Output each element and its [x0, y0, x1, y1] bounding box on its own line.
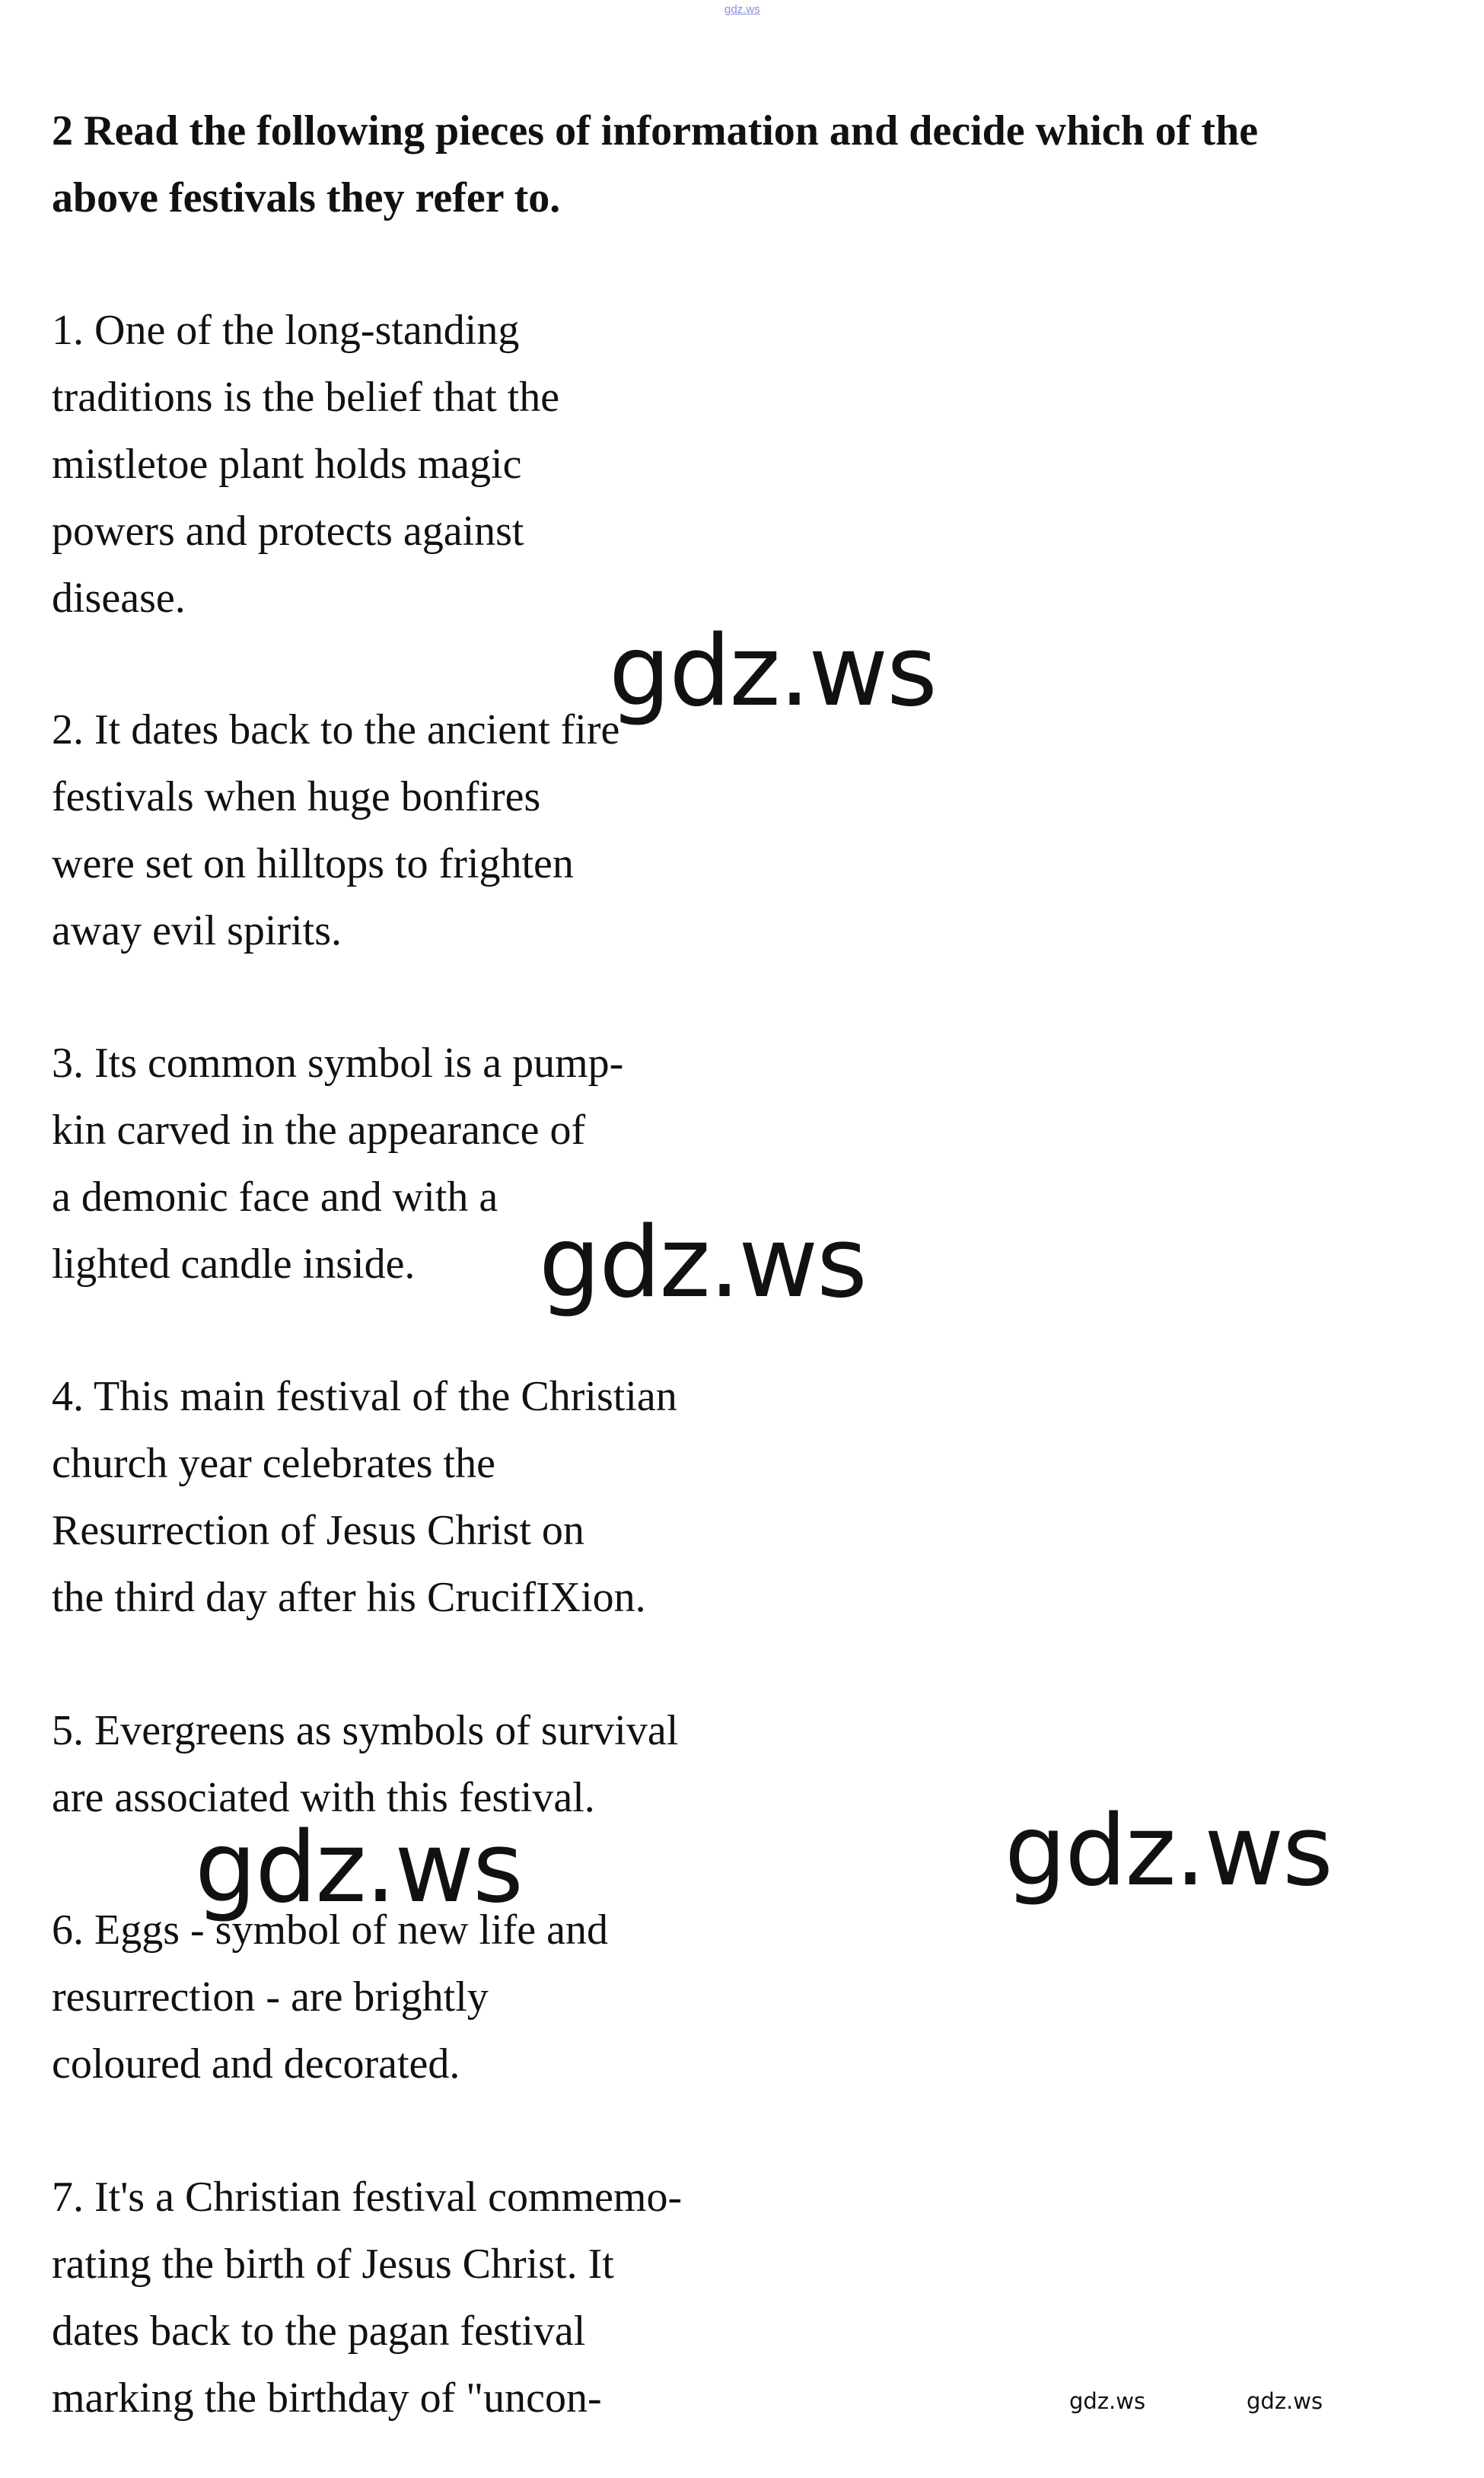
item-line: kin carved in the appearance of [52, 1107, 586, 1154]
list-item-6 [52, 1897, 813, 2097]
item-line: coloured and decorated. [52, 2040, 460, 2088]
list-item-4 [52, 1363, 813, 1631]
item-line: rating the birth of Jesus Christ. It [52, 2241, 614, 2288]
heading-line-2: above festivals they refer to. [52, 174, 561, 221]
list-item-7 [52, 2164, 813, 2432]
heading-line-1: 2 Read the following pieces of information and decide which of the [52, 107, 1259, 154]
item-line: marking the birthday of "uncon- [52, 2374, 602, 2422]
list-item-1 [52, 297, 813, 632]
item-line: festivals when huge bonfires [52, 773, 541, 820]
item-line: are associated with this festival. [52, 1774, 595, 1821]
watermark-text: gdz.ws [195, 1811, 522, 1925]
item-line: disease. [52, 575, 186, 622]
list-item-2 [52, 696, 813, 964]
item-line: 5. Evergreens as symbols of survival [52, 1707, 679, 1754]
watermark-text-small: gdz.ws [1069, 2388, 1146, 2414]
item-line: church year celebrates the [52, 1440, 495, 1487]
item-line: 6. Eggs - symbol of new life and [52, 1906, 608, 1954]
watermark-text: gdz.ws [539, 1206, 866, 1320]
header-watermark-link: gdz.ws [724, 3, 760, 16]
item-line: Resurrection of Jesus Christ on [52, 1507, 584, 1554]
item-line: were set on hilltops to frighten [52, 840, 574, 887]
item-line: traditions is the belief that the [52, 374, 560, 421]
item-line: 2. It dates back to the ancient fire [52, 706, 620, 753]
item-line: powers and protects against [52, 508, 524, 555]
watermark-text: gdz.ws [1005, 1795, 1332, 1908]
item-line: dates back to the pagan festival [52, 2308, 586, 2355]
item-line: mistletoe plant holds magic [52, 441, 522, 488]
item-line: 3. Its common symbol is a pump- [52, 1040, 624, 1087]
item-line: a demonic face and with a [52, 1174, 498, 1221]
item-line: 7. It's a Christian festival commemo- [52, 2174, 683, 2221]
item-line: away evil spirits. [52, 907, 342, 954]
item-line: 1. One of the long-standing [52, 307, 520, 354]
exercise-heading [52, 97, 1391, 231]
item-line: resurrection - are brightly [52, 1973, 489, 2021]
item-line: 4. This main festival of the Christian [52, 1373, 677, 1420]
item-line: the third day after his CrucifIXion. [52, 1574, 646, 1621]
watermark-text: gdz.ws [609, 615, 936, 728]
watermark-text-small: gdz.ws [1247, 2388, 1323, 2414]
item-line: lighted candle inside. [52, 1241, 416, 1288]
